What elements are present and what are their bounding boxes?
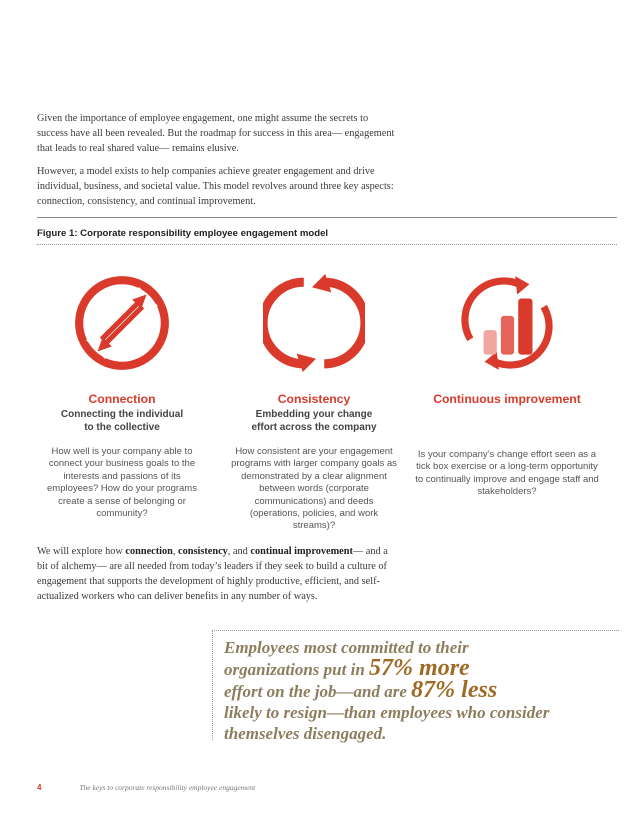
growth-bars-icon: [456, 272, 558, 374]
page-footer: [37, 783, 255, 792]
figure-title: Figure 1: Corporate responsibility employee engagement model: [37, 228, 329, 239]
text-fragment: ,: [172, 546, 179, 557]
keyword-connection: connection: [125, 546, 173, 557]
text-fragment: — and a bit of alchemy— are all needed from today’s leaders if they seek to build a culture of engagement that supports the development of highly productive, efficient, and self-actualized workers who can deliver benefits in any number of ways.: [37, 546, 388, 602]
explore-paragraph: [37, 544, 399, 604]
cycle-arrows-icon: [263, 272, 365, 374]
quote-line: likely to resign—than employees who consider: [224, 703, 550, 722]
intro-text: [37, 111, 397, 217]
pull-quote: [224, 637, 614, 744]
model-column-consistency: [229, 272, 399, 533]
intro-paragraph-2: However, a model exists to help companies achieve greater engagement and drive individual, business, and societal value. This model revolves around three key aspects: connection, consistency, and continual improvement.: [37, 166, 394, 207]
subtitle-line-2: effort across the company: [251, 422, 377, 433]
column-description: Is your company’s change effort seen as a tick box exercise or a long-term opportunity to continually improve and engage staff and stakeholders?: [415, 449, 599, 498]
quote-dotted-left: [212, 630, 213, 740]
explore-text: [37, 544, 399, 604]
top-rule: [37, 217, 617, 218]
quote-line: [224, 677, 614, 703]
text-fragment: , and: [227, 546, 251, 557]
subtitle-line-2: to the collective: [84, 422, 160, 433]
column-description: How consistent are your engagement programs with larger company goals as demonstrated by a clear alignment between words (corporate communications) and deeds (operations, policies, and work streams)?: [231, 446, 397, 532]
quote-dotted-top: [212, 630, 619, 631]
subtitle-line-1: Embedding your change: [255, 409, 373, 420]
keyword-continual-improvement: continual improvement: [250, 546, 353, 557]
page-number: 4: [37, 783, 42, 792]
column-title: Consistency: [277, 392, 351, 406]
column-subtitle: [229, 408, 399, 434]
keyword-consistency: consistency: [178, 546, 228, 557]
column-title: Continuous improvement: [433, 392, 581, 406]
quote-fragment: effort on the job—and are: [224, 682, 412, 701]
column-subtitle: [37, 408, 207, 434]
footer-title: The keys to corporate responsibility employee engagement: [79, 783, 256, 792]
stat-effort: 57% more: [369, 655, 470, 681]
column-title: Connection: [88, 392, 156, 406]
intro-paragraph-1: Given the importance of employee engagement, one might assume the secrets to success have all been revealed. But the roadmap for success in this area— engagement that leads to real shared value— remains elusive.: [37, 113, 395, 154]
dotted-divider: [37, 244, 617, 245]
subtitle-line-1: Connecting the individual: [60, 409, 184, 420]
quote-line: themselves disengaged.: [224, 724, 387, 743]
model-column-continuous-improvement: [412, 272, 602, 499]
stat-resign: 87% less: [411, 677, 498, 703]
column-description: How well is your company able to connect your business goals to the interests and passions of its employees? How do your programs create a sense of belonging or community?: [47, 446, 197, 520]
crossed-arrows-icon: [71, 272, 173, 374]
quote-line: Employees most committed to their: [224, 638, 469, 657]
text-fragment: We will explore how: [37, 546, 126, 557]
quote-fragment: organizations put in: [224, 660, 370, 679]
model-column-connection: [37, 272, 207, 520]
